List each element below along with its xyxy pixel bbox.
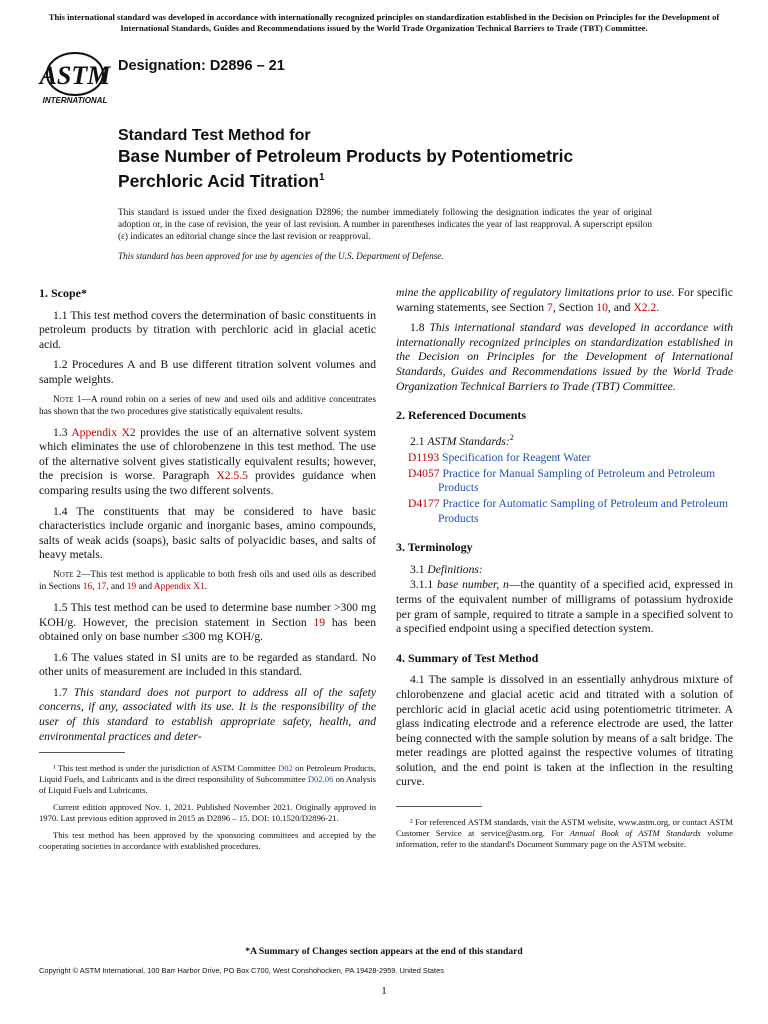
ref-d4057-link[interactable]: D4057	[408, 466, 440, 480]
tbt-notice: This international standard was developed in accordance with internationally recognized principles on standardization established in the Decision on Principles for the Development of International Standards, Guides and Recommendations issued by the World Trade Organization Technical Barriers to Trade (TBT) Committee.	[48, 12, 720, 33]
ref-d1193-link[interactable]: D1193	[408, 451, 440, 465]
footnote-2: ² For referenced ASTM standards, visit the ASTM website, www.astm.org, or contact ASTM Customer Service at service@astm.org. For Annual Book of ASTM Standards volume information, refer to the standard's Document Summary page on the ASTM website.	[396, 817, 733, 850]
section-16-link[interactable]: 16	[82, 581, 93, 592]
paragraph-1-7-continued: mine the applicability of regulatory limitations prior to use. For specific warning statements, see Section 7, Section 10, and X2.2.	[396, 286, 734, 314]
note-1: Note 1—A round robin on a series of new and used oils and additive concentrates has shown that the two procedures give statistically equivalent results.	[39, 394, 376, 417]
ref-d4177-link[interactable]: D4177	[408, 496, 440, 510]
paragraph-2-1: 2.1 ASTM Standards:$^2$	[410, 432, 514, 448]
svg-text:INTERNATIONAL: INTERNATIONAL	[42, 96, 108, 105]
paragraph-1-4: 1.4 The constituents that may be considered to have basic characteristics include organic and inorganic bases, amino compounds, salts of weak acids (soaps), basic salts of polyacidic bases, and salts of heavy metals.	[39, 504, 376, 562]
footnote-1: ¹ This test method is under the jurisdiction of ASTM Committee D02 on Petroleum Products, Liquid Fuels, and Lubricants and is the direct responsibility of Subcommittee D02.06 on Analysis of Liquid Fuels and Lubricants.	[39, 763, 376, 796]
footnote-rule-right	[396, 806, 482, 807]
title-footnote-mark: 1	[319, 172, 325, 183]
paragraph-3-1: 3.1 Definitions:	[410, 562, 483, 576]
footnote-rule	[39, 752, 125, 753]
subcommittee-d02-06-link[interactable]: D02.06	[307, 774, 334, 785]
paragraph-1-2: 1.2 Procedures A and B use different titration solvent volumes and sample weights.	[39, 358, 376, 386]
document-title	[118, 126, 718, 192]
astm-logo	[38, 52, 112, 106]
paragraph-1-8: 1.8 This international standard was developed in accordance with internationally recognized principles on standardization established in the Decision on Principles for the Development of International Standards, Guides and Recommendations issued by the World Trade Organization Technical Barriers to Trade (TBT) Committee.	[396, 321, 733, 393]
summary-heading: 4. Summary of Test Method	[396, 650, 539, 665]
paragraph-1-5: 1.5 This test method can be used to determine base number >300 mg KOH/g. However, the precision statement in Section 19 has been obtained only on base number ≤300 mg KOH/g.	[39, 600, 376, 644]
scope-heading: 1. Scope*	[39, 286, 87, 300]
paragraph-1-1: 1.1 This test method covers the determination of basic constituents in petroleum products by titration with perchloric acid in glacial acetic acid.	[39, 308, 376, 351]
intro-dod-paragraph: This standard has been approved for use by agencies of the U.S. Department of Defense.	[118, 251, 444, 261]
x2-5-5-link[interactable]: X2.5.5	[216, 469, 248, 483]
paragraph-1-7: 1.7 This standard does not purport to address all of the safety concerns, if any, associated with its use. It is the responsibility of the user of this standard to establish appropriate safety, health, and environmental practices and deter-	[39, 685, 376, 743]
title-line-2: Perchloric Acid Titration$^1$	[118, 170, 325, 191]
designation: Designation: D2896 – 21	[118, 58, 285, 74]
page-number: 1	[381, 985, 387, 997]
section-7-link[interactable]: 7	[547, 300, 553, 314]
appendix-x2-link[interactable]: Appendix X2	[71, 425, 136, 439]
note-2: Note 2—This test method is applicable to both fresh oils and used oils as described in Sections 16, 17, and 19 and Appendix X1.	[39, 569, 376, 592]
left-column	[39, 286, 376, 858]
intro-designation-paragraph: This standard is issued under the fixed designation D2896; the number immediately following the designation indicates the year of original adoption or, in the case of revision, the year of last revision. A number in parentheses indicates the year of last reapproval. A superscript epsilon (ε) indicates an editorial change since the last revision or reapproval.	[118, 207, 652, 241]
copyright-line: Copyright © ASTM International, 100 Barr Harbor Drive, PO Box C700, West Conshohocken, PA 19428-2959. United States	[39, 966, 444, 975]
ref-d1193: D1193 Specification for Reagent Water	[408, 451, 591, 465]
paragraph-3-1-1: 3.1.1 base number, n—the quantity of a specified acid, expressed in terms of the equivalent number of milligrams of potassium hydroxide per gram of sample, required to titrate a sample in a specified solvent to a specified endpoint using a specified detection system.	[396, 578, 733, 636]
right-column	[396, 286, 733, 856]
footnote-1-edition: Current edition approved Nov. 1, 2021. Published November 2021. Originally approved in 1970. Last previous edition approved in 2015 as D2896 – 15. DOI: 10.1520/D2896-21.	[39, 802, 376, 824]
terminology-heading: 3. Terminology	[396, 540, 473, 555]
ref-d4177: D4177 Practice for Automatic Sampling of Petroleum and Petroleum Products	[408, 496, 729, 525]
section-17-link[interactable]: 17	[96, 581, 107, 592]
paragraph-1-3: 1.3 Appendix X2 provides the use of an alternative solvent system which eliminates the use of chlorobenzene in this test method. The use of the alternative solvent gives statistically equivalent results; however, the precision is worse. Paragraph X2.5.5 provides guidance when comparing results using the two different solvents.	[39, 425, 376, 497]
appendix-x1-link[interactable]: Appendix X1	[153, 581, 205, 592]
standard-intro	[118, 206, 652, 270]
section-19-link[interactable]: 19	[126, 581, 137, 592]
footnote-1-approval: This test method has been approved by the sponsoring committees and accepted by the cooperating societies in accordance with established procedures.	[39, 830, 376, 852]
ref-d4057: D4057 Practice for Manual Sampling of Petroleum and Petroleum Products	[408, 466, 716, 495]
referenced-documents-heading: 2. Referenced Documents	[396, 408, 527, 423]
committee-d02-link[interactable]: D02	[277, 763, 293, 774]
section-19-precision-link[interactable]: 19	[313, 615, 326, 629]
summary-of-changes-note: *A Summary of Changes section appears at the end of this standard	[245, 946, 523, 957]
title-line-1: Base Number of Petroleum Products by Potentiometric	[118, 146, 574, 166]
svg-text:ASTM: ASTM	[39, 61, 111, 90]
section-10-link[interactable]: 10	[596, 300, 608, 314]
paragraph-4-1: 4.1 The sample is dissolved in an essentially anhydrous mixture of chlorobenzene and glacial acetic acid and titrated with a solution of perchloric acid in glacial acetic acid using potentiometric titrimeter. A glass indicating electrode and a reference electrode are used, the latter being connected with the sample solution by means of a salt bridge. The meter readings are plotted against the respective volumes of titrating solution, and the end point is taken at the inflection in the resulting curve.	[396, 673, 733, 789]
x2-2-link[interactable]: X2.2	[633, 300, 657, 314]
title-prefix: Standard Test Method for	[118, 127, 311, 144]
paragraph-1-6: 1.6 The values stated in SI units are to be regarded as standard. No other units of measurement are included in this standard.	[39, 650, 376, 679]
